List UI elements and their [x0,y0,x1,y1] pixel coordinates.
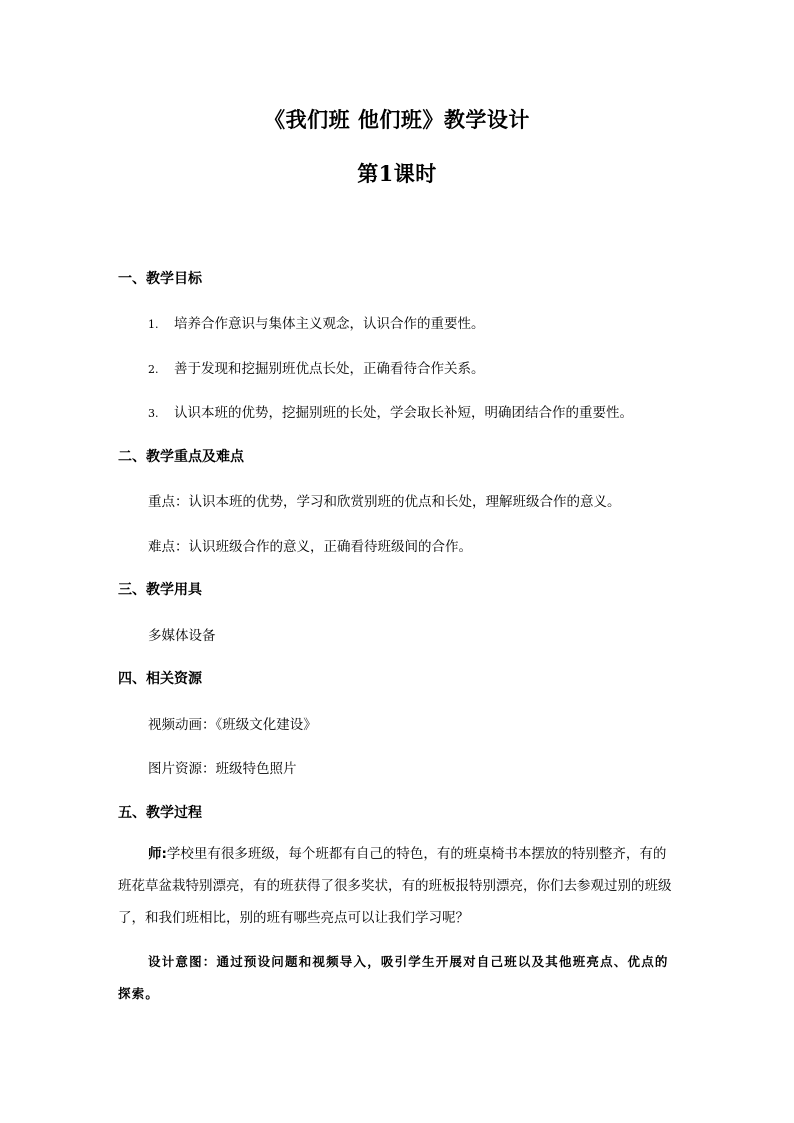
teacher-text: 学校里有很多班级，每个班都有自己的特色，有的班桌椅书本摆放的特别整齐，有的班花草盆栽特别漂亮，有的班获得了很多奖状，有的班板报特别漂亮，你们去参观过别的班级了，和我们班相比，别的班有哪些亮点可以让我们学习呢？ [118,846,672,926]
teacher-label: 师: [148,846,167,862]
section-heading-key-points: 二、教学重点及难点 [118,449,244,465]
difficulty-text: 难点：认识班级合作的意义，正确看待班级间的合作。 [148,539,472,555]
objective-item-3 [148,401,633,421]
document-subtitle: 第1课时 [357,161,437,186]
section-heading-objectives: 一、教学目标 [118,271,202,287]
objective-item-2 [148,357,485,377]
objective-item-1 [148,312,485,332]
tools-text: 多媒体设备 [148,628,216,644]
objective-number: 3. [148,407,159,420]
key-point-text: 重点：认识本班的优势，学习和欣赏别班的优点和长处，理解班级合作的意义。 [148,494,621,510]
objective-number: 1. [148,318,159,331]
design-intent-note: 设计意图：通过预设问题和视频导入，吸引学生开展对自己班以及其他班亮点、优点的探索。 [118,954,669,1001]
section-heading-process: 五、教学过程 [118,805,202,821]
objective-text: 认识本班的优势，挖掘别班的长处，学会取长补短，明确团结合作的重要性。 [174,405,633,421]
objective-number: 2. [148,363,159,376]
objective-text: 善于发现和挖掘别班优点长处，正确看待合作关系。 [174,361,485,377]
resource-video: 视频动画：《班级文化建设》 [148,717,317,733]
section-heading-resources: 四、相关资源 [118,671,202,687]
section-heading-tools: 三、教学用具 [118,582,202,598]
resource-images: 图片资源：班级特色照片 [148,761,297,777]
objective-text: 培养合作意识与集体主义观念，认识合作的重要性。 [174,316,485,332]
document-title: 《我们班 他们班》教学设计 [264,107,530,132]
teacher-dialogue [118,838,678,934]
